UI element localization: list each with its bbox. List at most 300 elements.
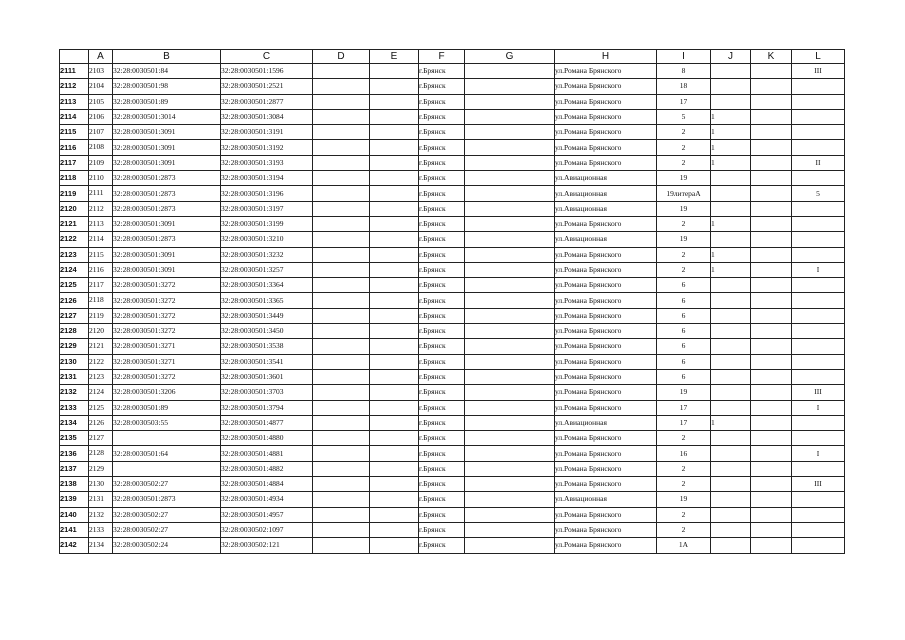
cell-j[interactable] xyxy=(711,385,751,400)
cell-g[interactable] xyxy=(465,278,555,293)
cell-a[interactable]: 2133 xyxy=(89,522,113,537)
cell-c[interactable]: 32:28:0030501:3449 xyxy=(221,308,313,323)
cell-b[interactable]: 32:28:0030501:89 xyxy=(113,400,221,415)
cell-h[interactable]: ул.Романа Брянского xyxy=(555,109,657,124)
cell-l[interactable] xyxy=(792,232,845,247)
cell-h[interactable]: ул.Романа Брянского xyxy=(555,64,657,79)
cell-a[interactable]: 2112 xyxy=(89,201,113,216)
cell-i[interactable]: 6 xyxy=(657,324,711,339)
row-number[interactable]: 2113 xyxy=(60,94,89,109)
cell-h[interactable]: ул.Романа Брянского xyxy=(555,94,657,109)
cell-l[interactable]: III xyxy=(792,385,845,400)
cell-h[interactable]: ул.Романа Брянского xyxy=(555,324,657,339)
cell-b[interactable]: 32:28:0030501:3272 xyxy=(113,369,221,384)
cell-e[interactable] xyxy=(370,79,419,94)
cell-g[interactable] xyxy=(465,125,555,140)
cell-h[interactable]: ул.Романа Брянского xyxy=(555,400,657,415)
row-number[interactable]: 2129 xyxy=(60,339,89,354)
cell-g[interactable] xyxy=(465,492,555,507)
cell-l[interactable] xyxy=(792,247,845,262)
cell-d[interactable] xyxy=(313,125,370,140)
cell-k[interactable] xyxy=(751,400,792,415)
cell-j[interactable] xyxy=(711,446,751,461)
cell-f[interactable]: г.Брянск xyxy=(419,79,465,94)
cell-b[interactable]: 32:28:0030501:3091 xyxy=(113,262,221,277)
cell-g[interactable] xyxy=(465,155,555,170)
cell-j[interactable] xyxy=(711,324,751,339)
cell-h[interactable]: ул.Романа Брянского xyxy=(555,522,657,537)
cell-i[interactable]: 2 xyxy=(657,477,711,492)
cell-g[interactable] xyxy=(465,94,555,109)
cell-l[interactable] xyxy=(792,492,845,507)
cell-e[interactable] xyxy=(370,201,419,216)
cell-f[interactable]: г.Брянск xyxy=(419,186,465,201)
cell-j[interactable] xyxy=(711,232,751,247)
cell-g[interactable] xyxy=(465,400,555,415)
cell-a[interactable]: 2104 xyxy=(89,79,113,94)
cell-d[interactable] xyxy=(313,492,370,507)
cell-i[interactable]: 18 xyxy=(657,79,711,94)
cell-f[interactable]: г.Брянск xyxy=(419,293,465,308)
cell-a[interactable]: 2117 xyxy=(89,278,113,293)
cell-i[interactable]: 2 xyxy=(657,125,711,140)
cell-j[interactable] xyxy=(711,461,751,476)
row-number[interactable]: 2133 xyxy=(60,400,89,415)
cell-k[interactable] xyxy=(751,492,792,507)
cell-c[interactable]: 32:28:0030501:3196 xyxy=(221,186,313,201)
row-number[interactable]: 2122 xyxy=(60,232,89,247)
cell-j[interactable] xyxy=(711,64,751,79)
cell-e[interactable] xyxy=(370,155,419,170)
column-header-b[interactable]: B xyxy=(113,50,221,64)
cell-k[interactable] xyxy=(751,385,792,400)
cell-h[interactable]: ул.Авиационная xyxy=(555,171,657,186)
cell-h[interactable]: ул.Романа Брянского xyxy=(555,385,657,400)
cell-g[interactable] xyxy=(465,293,555,308)
cell-g[interactable] xyxy=(465,308,555,323)
cell-c[interactable]: 32:28:0030501:4884 xyxy=(221,477,313,492)
cell-e[interactable] xyxy=(370,125,419,140)
cell-e[interactable] xyxy=(370,339,419,354)
cell-g[interactable] xyxy=(465,247,555,262)
row-number[interactable]: 2123 xyxy=(60,247,89,262)
cell-e[interactable] xyxy=(370,308,419,323)
cell-d[interactable] xyxy=(313,94,370,109)
cell-a[interactable]: 2107 xyxy=(89,125,113,140)
cell-e[interactable] xyxy=(370,278,419,293)
cell-j[interactable] xyxy=(711,538,751,553)
cell-l[interactable]: III xyxy=(792,64,845,79)
cell-a[interactable]: 2119 xyxy=(89,308,113,323)
cell-b[interactable]: 32:28:0030501:3272 xyxy=(113,308,221,323)
cell-d[interactable] xyxy=(313,201,370,216)
row-number[interactable]: 2121 xyxy=(60,216,89,231)
cell-k[interactable] xyxy=(751,431,792,446)
cell-l[interactable] xyxy=(792,431,845,446)
cell-f[interactable]: г.Брянск xyxy=(419,385,465,400)
cell-g[interactable] xyxy=(465,354,555,369)
cell-h[interactable]: ул.Авиационная xyxy=(555,201,657,216)
cell-i[interactable]: 19 xyxy=(657,385,711,400)
cell-i[interactable]: 6 xyxy=(657,339,711,354)
cell-b[interactable]: 32:28:0030501:3271 xyxy=(113,354,221,369)
cell-j[interactable] xyxy=(711,507,751,522)
row-number[interactable]: 2138 xyxy=(60,477,89,492)
cell-j[interactable] xyxy=(711,477,751,492)
cell-f[interactable]: г.Брянск xyxy=(419,369,465,384)
cell-c[interactable]: 32:28:0030501:3365 xyxy=(221,293,313,308)
cell-c[interactable]: 32:28:0030501:3703 xyxy=(221,385,313,400)
cell-a[interactable]: 2134 xyxy=(89,538,113,553)
cell-f[interactable]: г.Брянск xyxy=(419,446,465,461)
cell-d[interactable] xyxy=(313,354,370,369)
row-number[interactable]: 2126 xyxy=(60,293,89,308)
row-number[interactable]: 2128 xyxy=(60,324,89,339)
cell-i[interactable]: 6 xyxy=(657,369,711,384)
cell-h[interactable]: ул.Романа Брянского xyxy=(555,140,657,155)
cell-e[interactable] xyxy=(370,140,419,155)
cell-k[interactable] xyxy=(751,155,792,170)
cell-h[interactable]: ул.Романа Брянского xyxy=(555,538,657,553)
cell-d[interactable] xyxy=(313,308,370,323)
cell-h[interactable]: ул.Романа Брянского xyxy=(555,308,657,323)
cell-f[interactable]: г.Брянск xyxy=(419,155,465,170)
cell-e[interactable] xyxy=(370,354,419,369)
cell-k[interactable] xyxy=(751,186,792,201)
cell-b[interactable]: 32:28:0030502:27 xyxy=(113,522,221,537)
cell-a[interactable]: 2125 xyxy=(89,400,113,415)
cell-j[interactable] xyxy=(711,94,751,109)
row-number[interactable]: 2124 xyxy=(60,262,89,277)
cell-a[interactable]: 2131 xyxy=(89,492,113,507)
cell-e[interactable] xyxy=(370,232,419,247)
cell-j[interactable] xyxy=(711,431,751,446)
cell-j[interactable]: 1 xyxy=(711,109,751,124)
column-header-d[interactable]: D xyxy=(313,50,370,64)
cell-f[interactable]: г.Брянск xyxy=(419,477,465,492)
cell-e[interactable] xyxy=(370,262,419,277)
cell-f[interactable]: г.Брянск xyxy=(419,109,465,124)
cell-d[interactable] xyxy=(313,431,370,446)
cell-g[interactable] xyxy=(465,201,555,216)
cell-d[interactable] xyxy=(313,171,370,186)
cell-k[interactable] xyxy=(751,461,792,476)
row-number[interactable]: 2114 xyxy=(60,109,89,124)
cell-a[interactable]: 2106 xyxy=(89,109,113,124)
cell-d[interactable] xyxy=(313,64,370,79)
column-header-j[interactable]: J xyxy=(711,50,751,64)
cell-b[interactable]: 32:28:0030502:27 xyxy=(113,507,221,522)
cell-f[interactable]: г.Брянск xyxy=(419,461,465,476)
cell-d[interactable] xyxy=(313,507,370,522)
cell-c[interactable]: 32:28:0030501:3194 xyxy=(221,171,313,186)
cell-e[interactable] xyxy=(370,385,419,400)
cell-l[interactable] xyxy=(792,278,845,293)
cell-i[interactable]: 1А xyxy=(657,538,711,553)
cell-c[interactable]: 32:28:0030501:3197 xyxy=(221,201,313,216)
cell-f[interactable]: г.Брянск xyxy=(419,125,465,140)
cell-k[interactable] xyxy=(751,507,792,522)
cell-g[interactable] xyxy=(465,262,555,277)
cell-k[interactable] xyxy=(751,538,792,553)
cell-h[interactable]: ул.Романа Брянского xyxy=(555,278,657,293)
cell-f[interactable]: г.Брянск xyxy=(419,278,465,293)
cell-l[interactable] xyxy=(792,140,845,155)
cell-a[interactable]: 2130 xyxy=(89,477,113,492)
cell-e[interactable] xyxy=(370,538,419,553)
cell-c[interactable]: 32:28:0030501:4881 xyxy=(221,446,313,461)
column-header-a[interactable]: A xyxy=(89,50,113,64)
cell-c[interactable]: 32:28:0030501:3541 xyxy=(221,354,313,369)
cell-b[interactable]: 32:28:0030502:24 xyxy=(113,538,221,553)
cell-e[interactable] xyxy=(370,507,419,522)
cell-h[interactable]: ул.Романа Брянского xyxy=(555,507,657,522)
cell-g[interactable] xyxy=(465,385,555,400)
cell-c[interactable]: 32:28:0030501:3601 xyxy=(221,369,313,384)
cell-k[interactable] xyxy=(751,446,792,461)
cell-k[interactable] xyxy=(751,94,792,109)
cell-k[interactable] xyxy=(751,339,792,354)
cell-i[interactable]: 19литераА xyxy=(657,186,711,201)
cell-l[interactable]: 5 xyxy=(792,186,845,201)
cell-b[interactable]: 32:28:0030501:98 xyxy=(113,79,221,94)
cell-a[interactable]: 2120 xyxy=(89,324,113,339)
cell-a[interactable]: 2105 xyxy=(89,94,113,109)
cell-f[interactable]: г.Брянск xyxy=(419,247,465,262)
cell-f[interactable]: г.Брянск xyxy=(419,492,465,507)
cell-h[interactable]: ул.Романа Брянского xyxy=(555,79,657,94)
cell-d[interactable] xyxy=(313,324,370,339)
cell-i[interactable]: 2 xyxy=(657,431,711,446)
cell-k[interactable] xyxy=(751,278,792,293)
cell-e[interactable] xyxy=(370,216,419,231)
cell-k[interactable] xyxy=(751,522,792,537)
cell-i[interactable]: 2 xyxy=(657,522,711,537)
cell-l[interactable] xyxy=(792,94,845,109)
cell-i[interactable]: 2 xyxy=(657,140,711,155)
cell-d[interactable] xyxy=(313,400,370,415)
row-number[interactable]: 2132 xyxy=(60,385,89,400)
cell-l[interactable] xyxy=(792,125,845,140)
cell-c[interactable]: 32:28:0030501:3192 xyxy=(221,140,313,155)
cell-l[interactable] xyxy=(792,461,845,476)
cell-k[interactable] xyxy=(751,125,792,140)
cell-f[interactable]: г.Брянск xyxy=(419,400,465,415)
cell-h[interactable]: ул.Романа Брянского xyxy=(555,461,657,476)
cell-j[interactable] xyxy=(711,293,751,308)
cell-l[interactable] xyxy=(792,308,845,323)
cell-j[interactable] xyxy=(711,308,751,323)
cell-e[interactable] xyxy=(370,461,419,476)
cell-j[interactable] xyxy=(711,186,751,201)
cell-c[interactable]: 32:28:0030501:3232 xyxy=(221,247,313,262)
cell-i[interactable]: 6 xyxy=(657,278,711,293)
cell-b[interactable]: 32:28:0030501:3091 xyxy=(113,155,221,170)
cell-c[interactable]: 32:28:0030502:1097 xyxy=(221,522,313,537)
cell-b[interactable]: 32:28:0030501:2873 xyxy=(113,186,221,201)
cell-j[interactable] xyxy=(711,278,751,293)
cell-l[interactable] xyxy=(792,354,845,369)
row-number[interactable]: 2111 xyxy=(60,64,89,79)
cell-k[interactable] xyxy=(751,232,792,247)
cell-c[interactable]: 32:28:0030501:4957 xyxy=(221,507,313,522)
cell-a[interactable]: 2129 xyxy=(89,461,113,476)
cell-b[interactable]: 32:28:0030501:3272 xyxy=(113,278,221,293)
cell-c[interactable]: 32:28:0030501:3210 xyxy=(221,232,313,247)
cell-h[interactable]: ул.Романа Брянского xyxy=(555,431,657,446)
cell-i[interactable]: 19 xyxy=(657,201,711,216)
cell-g[interactable] xyxy=(465,216,555,231)
cell-g[interactable] xyxy=(465,415,555,430)
cell-l[interactable] xyxy=(792,369,845,384)
row-number[interactable]: 2127 xyxy=(60,308,89,323)
cell-b[interactable]: 32:28:0030501:64 xyxy=(113,446,221,461)
cell-k[interactable] xyxy=(751,109,792,124)
column-header-k[interactable]: K xyxy=(751,50,792,64)
cell-i[interactable]: 8 xyxy=(657,64,711,79)
cell-c[interactable]: 32:28:0030501:3364 xyxy=(221,278,313,293)
cell-j[interactable]: 1 xyxy=(711,262,751,277)
cell-g[interactable] xyxy=(465,232,555,247)
cell-b[interactable]: 32:28:0030502:27 xyxy=(113,477,221,492)
cell-i[interactable]: 2 xyxy=(657,216,711,231)
cell-f[interactable]: г.Брянск xyxy=(419,339,465,354)
cell-b[interactable]: 32:28:0030501:2873 xyxy=(113,492,221,507)
cell-h[interactable]: ул.Романа Брянского xyxy=(555,293,657,308)
cell-c[interactable]: 32:28:0030501:3257 xyxy=(221,262,313,277)
row-number[interactable]: 2141 xyxy=(60,522,89,537)
cell-j[interactable]: 1 xyxy=(711,155,751,170)
cell-b[interactable]: 32:28:0030501:3014 xyxy=(113,109,221,124)
cell-b[interactable]: 32:28:0030501:2873 xyxy=(113,171,221,186)
cell-h[interactable]: ул.Романа Брянского xyxy=(555,262,657,277)
cell-a[interactable]: 2103 xyxy=(89,64,113,79)
cell-b[interactable] xyxy=(113,431,221,446)
cell-d[interactable] xyxy=(313,186,370,201)
cell-d[interactable] xyxy=(313,415,370,430)
cell-l[interactable] xyxy=(792,507,845,522)
column-header-f[interactable]: F xyxy=(419,50,465,64)
cell-b[interactable]: 32:28:0030501:3272 xyxy=(113,293,221,308)
cell-e[interactable] xyxy=(370,492,419,507)
cell-c[interactable]: 32:28:0030501:3538 xyxy=(221,339,313,354)
cell-a[interactable]: 2111 xyxy=(89,186,113,201)
cell-l[interactable] xyxy=(792,79,845,94)
cell-l[interactable]: I xyxy=(792,400,845,415)
cell-g[interactable] xyxy=(465,477,555,492)
cell-d[interactable] xyxy=(313,155,370,170)
cell-i[interactable]: 19 xyxy=(657,232,711,247)
cell-g[interactable] xyxy=(465,109,555,124)
cell-c[interactable]: 32:28:0030501:1596 xyxy=(221,64,313,79)
cell-i[interactable]: 17 xyxy=(657,94,711,109)
cell-b[interactable]: 32:28:0030501:3271 xyxy=(113,339,221,354)
cell-k[interactable] xyxy=(751,369,792,384)
column-header-h[interactable]: H xyxy=(555,50,657,64)
cell-k[interactable] xyxy=(751,308,792,323)
cell-d[interactable] xyxy=(313,369,370,384)
cell-e[interactable] xyxy=(370,324,419,339)
cell-h[interactable]: ул.Романа Брянского xyxy=(555,354,657,369)
cell-i[interactable]: 2 xyxy=(657,155,711,170)
cell-i[interactable]: 2 xyxy=(657,247,711,262)
cell-f[interactable]: г.Брянск xyxy=(419,262,465,277)
cell-b[interactable]: 32:28:0030501:89 xyxy=(113,94,221,109)
row-number[interactable]: 2112 xyxy=(60,79,89,94)
cell-a[interactable]: 2132 xyxy=(89,507,113,522)
cell-d[interactable] xyxy=(313,140,370,155)
row-number[interactable]: 2142 xyxy=(60,538,89,553)
cell-g[interactable] xyxy=(465,369,555,384)
cell-j[interactable] xyxy=(711,201,751,216)
cell-e[interactable] xyxy=(370,400,419,415)
cell-a[interactable]: 2115 xyxy=(89,247,113,262)
cell-e[interactable] xyxy=(370,64,419,79)
cell-f[interactable]: г.Брянск xyxy=(419,507,465,522)
cell-d[interactable] xyxy=(313,216,370,231)
cell-b[interactable]: 32:28:0030501:2873 xyxy=(113,201,221,216)
cell-j[interactable] xyxy=(711,369,751,384)
cell-i[interactable]: 2 xyxy=(657,262,711,277)
cell-k[interactable] xyxy=(751,247,792,262)
cell-c[interactable]: 32:28:0030501:4880 xyxy=(221,431,313,446)
cell-i[interactable]: 6 xyxy=(657,354,711,369)
cell-a[interactable]: 2126 xyxy=(89,415,113,430)
cell-h[interactable]: ул.Авиационная xyxy=(555,415,657,430)
cell-f[interactable]: г.Брянск xyxy=(419,354,465,369)
cell-c[interactable]: 32:28:0030501:4882 xyxy=(221,461,313,476)
cell-g[interactable] xyxy=(465,186,555,201)
cell-e[interactable] xyxy=(370,415,419,430)
cell-a[interactable]: 2110 xyxy=(89,171,113,186)
cell-a[interactable]: 2122 xyxy=(89,354,113,369)
cell-l[interactable]: I xyxy=(792,262,845,277)
row-number[interactable]: 2139 xyxy=(60,492,89,507)
cell-f[interactable]: г.Брянск xyxy=(419,216,465,231)
cell-b[interactable]: 32:28:0030501:84 xyxy=(113,64,221,79)
cell-d[interactable] xyxy=(313,232,370,247)
row-number[interactable]: 2115 xyxy=(60,125,89,140)
row-number[interactable]: 2116 xyxy=(60,140,89,155)
cell-k[interactable] xyxy=(751,140,792,155)
cell-a[interactable]: 2108 xyxy=(89,140,113,155)
cell-g[interactable] xyxy=(465,140,555,155)
cell-a[interactable]: 2118 xyxy=(89,293,113,308)
cell-c[interactable]: 32:28:0030502:121 xyxy=(221,538,313,553)
cell-h[interactable]: ул.Романа Брянского xyxy=(555,125,657,140)
cell-l[interactable] xyxy=(792,324,845,339)
cell-l[interactable] xyxy=(792,415,845,430)
cell-d[interactable] xyxy=(313,522,370,537)
cell-j[interactable] xyxy=(711,492,751,507)
cell-i[interactable]: 19 xyxy=(657,171,711,186)
cell-i[interactable]: 17 xyxy=(657,400,711,415)
cell-a[interactable]: 2114 xyxy=(89,232,113,247)
cell-f[interactable]: г.Брянск xyxy=(419,140,465,155)
cell-a[interactable]: 2123 xyxy=(89,369,113,384)
cell-g[interactable] xyxy=(465,339,555,354)
cell-l[interactable] xyxy=(792,293,845,308)
row-number[interactable]: 2130 xyxy=(60,354,89,369)
cell-e[interactable] xyxy=(370,446,419,461)
cell-i[interactable]: 6 xyxy=(657,293,711,308)
cell-h[interactable]: ул.Романа Брянского xyxy=(555,247,657,262)
cell-f[interactable]: г.Брянск xyxy=(419,171,465,186)
cell-f[interactable]: г.Брянск xyxy=(419,201,465,216)
cell-a[interactable]: 2127 xyxy=(89,431,113,446)
cell-b[interactable]: 32:28:0030501:3091 xyxy=(113,125,221,140)
cell-g[interactable] xyxy=(465,64,555,79)
